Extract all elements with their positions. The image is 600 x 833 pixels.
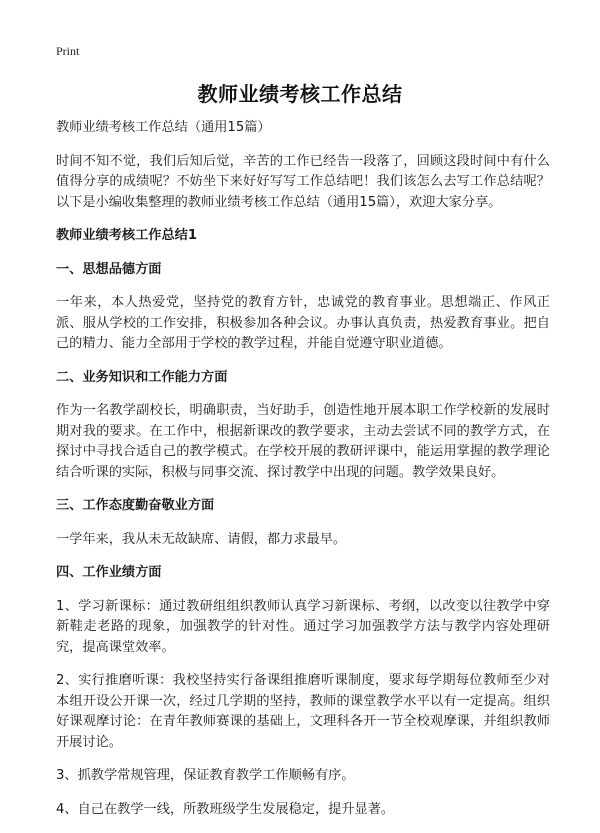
section-paragraph: 4、自己在教学一线，所教班级学生发展稳定，提升显著。: [56, 801, 395, 817]
article-body: [56, 118, 550, 833]
article-heading: 教师业绩考核工作总结1: [56, 228, 198, 243]
section-heading: 二、业务知识和工作能力方面: [56, 369, 228, 385]
section-paragraph: 3、抓教学常规管理，保证教育教学工作顺畅有序。: [56, 768, 355, 783]
section-paragraph: 作为一名教学副校长，明确职责，当好助手，创造性地开展本职工作学校新的发展时期对我的要求。在工作中，根据新课改的教学要求，主动去尝试不同的教学方式，在探讨中寻找合适自己的教学模式。在学校开展的教研评课中，能运用掌握的教学理论结合听课的实际，积极与同事交流、探讨教学中出现的问题。教学效果良好。: [56, 403, 550, 480]
section-heading: 三、工作态度勤奋敬业方面: [56, 498, 215, 513]
section-paragraph: 1、学习新课标：通过教研组组织教师认真学习新课标、考纲，以改变以往教学中穿新鞋走老路的现象，加强教学的针对性。通过学习加强教学方法与教学内容处理研究，提高课堂效率。: [56, 598, 550, 655]
section-heading: 一、思想品德方面: [56, 261, 162, 277]
section-heading: 四、工作业绩方面: [56, 565, 162, 580]
section-paragraph: 一年来，本人热爱党，坚持党的教育方针，忠诚党的教育事业。思想端正、作风正派、服从学校的工作安排，积极参加各种会议。办事认真负责，热爱教育事业。把自己的精力、能力全部用于学校的教学过程，并能自觉遵守职业道德。: [56, 295, 550, 351]
subtitle: 教师业绩考核工作总结（通用15篇）: [56, 120, 271, 135]
intro-paragraph: 时间不知不觉，我们后知后觉，辛苦的工作已经告一段落了，回顾这段时间中有什么值得分享的成绩呢？不妨坐下来好好写写工作总结吧！我们该怎么去写工作总结呢？以下是小编收集整理的教师业绩考核工作总结（通用15篇），欢迎大家分享。: [56, 153, 550, 210]
print-link[interactable]: Print: [56, 44, 80, 58]
section-paragraph: 一学年来，我从未无故缺席、请假，都力求最早。: [56, 531, 347, 547]
page-title: 教师业绩考核工作总结: [197, 82, 403, 106]
section-paragraph: 2、实行推磨听课：我校坚持实行备课组推磨听课制度，要求每学期每位教师至少对本组开设公开课一次，经过几学期的坚持，教师的课堂教学水平以有一定提高。组织好课观摩讨论：在青年教师赛课的基础上，文理科各开一节全校观摩课，并组织教师开展讨论。: [56, 673, 550, 750]
